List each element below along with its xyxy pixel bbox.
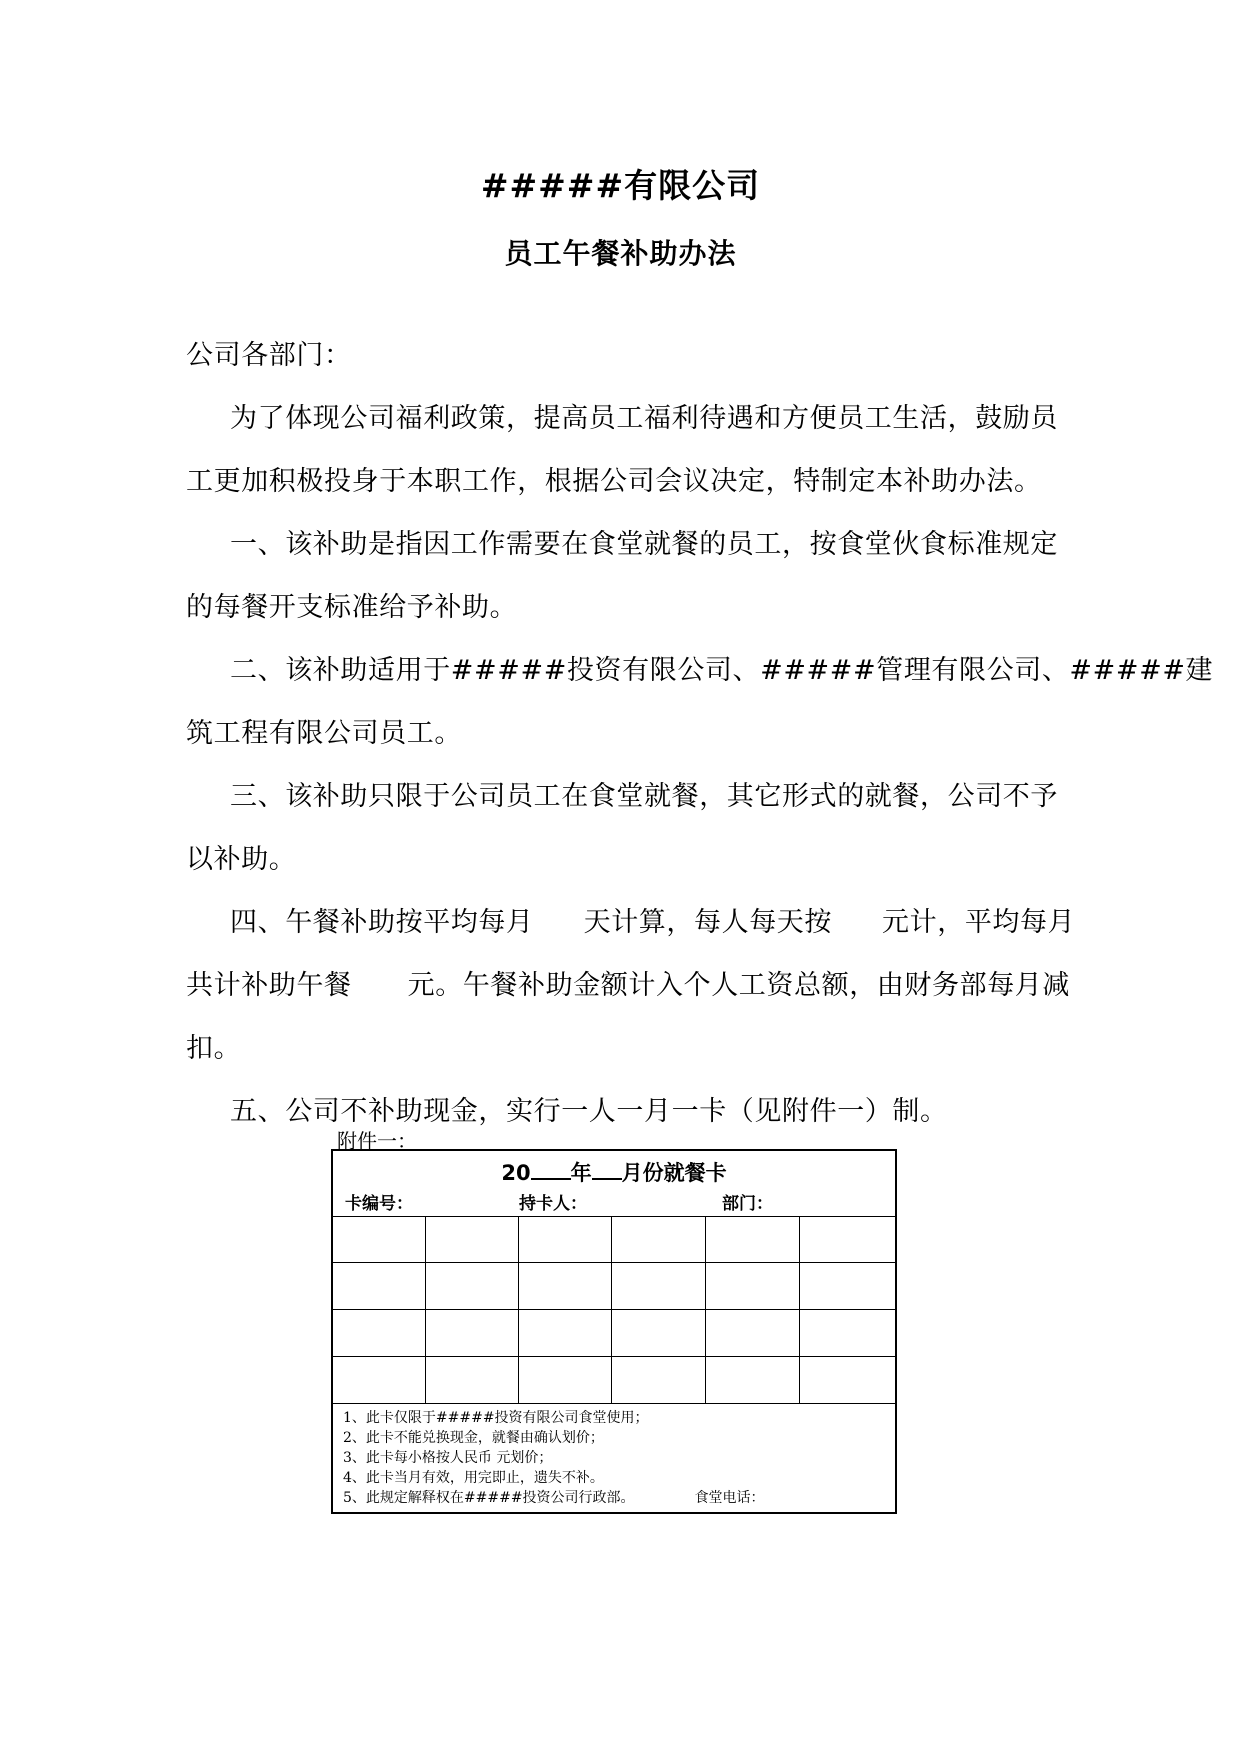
clause4-text: 共计补助午餐	[186, 970, 352, 1001]
card-title-prefix: 20	[501, 1161, 531, 1185]
paragraph-line: 筑工程有限公司员工。	[186, 718, 462, 749]
grid-cell	[800, 1263, 896, 1310]
grid-cell	[612, 1263, 706, 1310]
grid-cell	[706, 1357, 800, 1404]
grid-cell	[612, 1216, 706, 1263]
grid-cell	[333, 1357, 426, 1404]
document-title: 员工午餐补助办法	[504, 237, 737, 270]
grid-cell	[426, 1310, 519, 1357]
grid-cell	[800, 1357, 896, 1404]
month-blank	[592, 1160, 622, 1180]
grid-cell	[706, 1216, 800, 1263]
note-line: 3、此卡每小格按人民币 元划价；	[343, 1450, 553, 1466]
meal-card-notes	[343, 1408, 883, 1508]
note-line: 5、此规定解释权在#####投资公司行政部。	[343, 1490, 635, 1506]
meal-card-grid	[333, 1216, 895, 1404]
grid-cell	[800, 1216, 896, 1263]
grid-cell	[426, 1263, 519, 1310]
grid-cell	[333, 1310, 426, 1357]
grid-cell	[519, 1310, 612, 1357]
paragraph-line: 的每餐开支标准给予补助。	[186, 592, 518, 623]
paragraph-line: 以补助。	[186, 844, 297, 875]
clause4-text: 四、午餐补助按平均每月	[230, 907, 534, 938]
card-title-suffix: 月份就餐卡	[621, 1161, 727, 1185]
grid-cell	[426, 1216, 519, 1263]
salutation: 公司各部门：	[186, 340, 352, 371]
paragraph-line: 为了体现公司福利政策，提高员工福利待遇和方便员工生活，鼓励员	[230, 403, 1058, 434]
meal-card	[331, 1149, 897, 1514]
company-title: #####有限公司	[480, 166, 761, 205]
canteen-phone-label: 食堂电话：	[694, 1490, 765, 1506]
card-holder-label: 持卡人：	[519, 1194, 587, 1214]
paragraph-line: 二、该补助适用于#####投资有限公司、#####管理有限公司、#####建	[230, 655, 1214, 686]
grid-cell	[706, 1263, 800, 1310]
grid-cell	[706, 1310, 800, 1357]
meal-card-header	[333, 1151, 895, 1217]
grid-cell	[333, 1263, 426, 1310]
grid-cell	[519, 1357, 612, 1404]
note-line-5	[343, 1488, 883, 1508]
clause4-text: 元。午餐补助金额计入个人工资总额，由财务部每月减	[407, 970, 1071, 1001]
grid-cell	[519, 1216, 612, 1263]
clause5-line: 五、公司不补助现金，实行一人一月一卡（见附件一）制。	[230, 1096, 948, 1127]
year-blank	[531, 1160, 571, 1180]
grid-cell	[426, 1357, 519, 1404]
paragraph-line: 三、该补助只限于公司员工在食堂就餐，其它形式的就餐，公司不予	[230, 781, 1058, 812]
clause4-text: 天计算，每人每天按	[583, 907, 833, 938]
card-number-label: 卡编号：	[345, 1194, 413, 1214]
grid-cell	[612, 1310, 706, 1357]
note-line: 1、此卡仅限于#####投资有限公司食堂使用；	[343, 1410, 649, 1426]
clause4-text: 元计，平均每月	[882, 907, 1076, 938]
paragraph-line: 一、该补助是指因工作需要在食堂就餐的员工，按食堂伙食标准规定	[230, 529, 1058, 560]
clause4-line2	[186, 968, 1071, 1004]
clause4-line1	[230, 905, 1090, 941]
department-label: 部门：	[722, 1194, 773, 1214]
meal-card-title	[333, 1157, 895, 1187]
attachment-label: 附件一：	[337, 1129, 417, 1153]
note-line: 4、此卡当月有效，用完即止，遗失不补。	[343, 1470, 604, 1486]
grid-cell	[519, 1263, 612, 1310]
grid-cell	[612, 1357, 706, 1404]
clause4-line3: 扣。	[186, 1033, 242, 1064]
note-line: 2、此卡不能兑换现金，就餐由确认划价；	[343, 1430, 604, 1446]
card-title-year: 年	[570, 1161, 592, 1185]
grid-cell	[333, 1216, 426, 1263]
grid-cell	[800, 1310, 896, 1357]
paragraph-line: 工更加积极投身于本职工作，根据公司会议决定，特制定本补助办法。	[186, 466, 1042, 497]
